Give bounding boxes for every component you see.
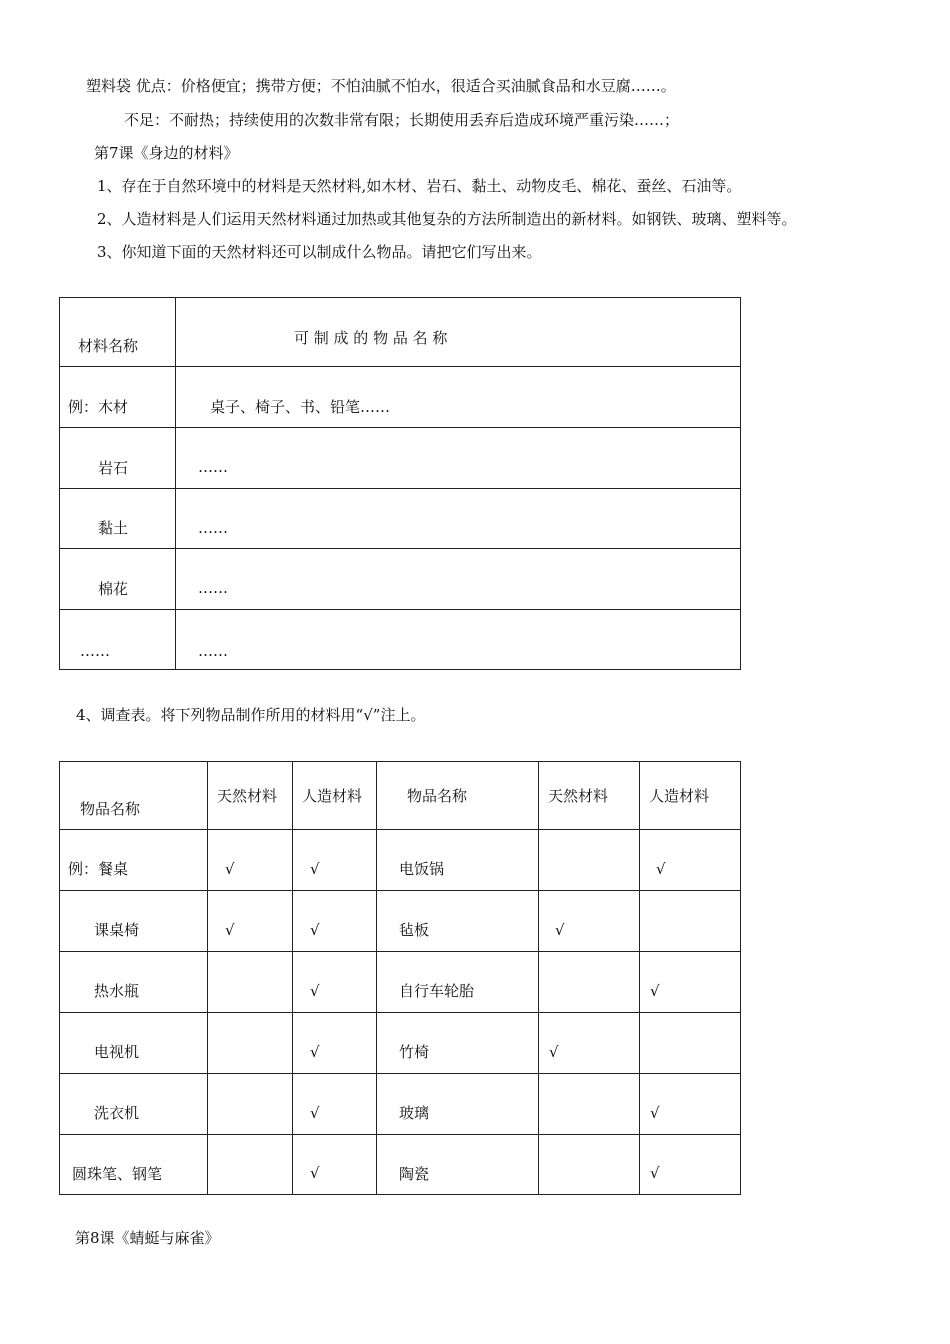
table1-header-items: 可 制 成 的 物 品 名 称 (176, 298, 741, 367)
table2-artificial-left-mark: √ (293, 1013, 377, 1074)
table2-artificial-right-mark: √ (640, 1135, 741, 1195)
table2-natural-left-mark (208, 1013, 293, 1074)
table2-header-natural-right: 天然材料 (539, 762, 640, 830)
table2-header-artificial-left: 人造材料 (293, 762, 377, 830)
table1-material-cell: 例：木材 (60, 367, 176, 428)
table-row (60, 1135, 741, 1195)
table-row (60, 1013, 741, 1074)
table1-items-cell: …… (176, 610, 741, 670)
table2-natural-left-mark (208, 1135, 293, 1195)
table-row (60, 549, 741, 610)
table2-artificial-right-mark: √ (640, 952, 741, 1013)
table1-items-cell: 桌子、椅子、书、铅笔…… (176, 367, 741, 428)
table2-item-left: 电视机 (60, 1013, 208, 1074)
table2-natural-right-mark (539, 952, 640, 1013)
table2-artificial-left-mark: √ (293, 952, 377, 1013)
table2-header-natural-left: 天然材料 (208, 762, 293, 830)
table1-material-cell: …… (60, 610, 176, 670)
table2-item-right: 玻璃 (377, 1074, 539, 1135)
table1-material-cell: 棉花 (60, 549, 176, 610)
table2-natural-left-mark (208, 1074, 293, 1135)
lesson-8-title: 第8课《蜻蜓与麻雀》 (75, 1229, 220, 1247)
table2-item-right: 电饭锅 (377, 830, 539, 891)
table2-artificial-left-mark: √ (293, 891, 377, 952)
table2-natural-right-mark (539, 1135, 640, 1195)
table2-artificial-left-mark: √ (293, 1135, 377, 1195)
table2-artificial-left-mark: √ (293, 1074, 377, 1135)
table2-artificial-right-mark: √ (640, 1074, 741, 1135)
table2-header-row (60, 762, 741, 830)
table-row (60, 489, 741, 549)
table-row (60, 428, 741, 489)
table-row (60, 367, 741, 428)
table2-artificial-right-mark (640, 891, 741, 952)
table2-item-left: 洗衣机 (60, 1074, 208, 1135)
table2-item-left: 热水瓶 (60, 952, 208, 1013)
item-3-question: 3、你知道下面的天然材料还可以制成什么物品。请把它们写出来。 (97, 243, 542, 261)
plastic-bag-advantages: 塑料袋 优点：价格便宜；携带方便；不怕油腻不怕水，很适合买油腻食品和水豆腐……。 (86, 77, 676, 95)
materials-products-table (59, 297, 741, 670)
table1-items-cell: …… (176, 489, 741, 549)
table2-item-right: 竹椅 (377, 1013, 539, 1074)
table2-item-right: 陶瓷 (377, 1135, 539, 1195)
lesson-7-title: 第7课《身边的材料》 (94, 144, 239, 162)
table-row (60, 830, 741, 891)
table2-natural-right-mark: √ (539, 1013, 640, 1074)
table2-header-name-left: 物品名称 (60, 762, 208, 830)
table2-artificial-right-mark (640, 1013, 741, 1074)
item-1-natural-materials: 1、存在于自然环境中的材料是天然材料,如木材、岩石、黏土、动物皮毛、棉花、蚕丝、石油等。 (97, 177, 742, 195)
item-2-artificial-materials: 2、人造材料是人们运用天然材料通过加热或其他复杂的方法所制造出的新材料。如钢铁、玻璃、塑料等。 (97, 210, 797, 228)
table2-item-left: 圆珠笔、钢笔 (60, 1135, 208, 1195)
table-row (60, 610, 741, 670)
table2-item-left: 例：餐桌 (60, 830, 208, 891)
table-row (60, 1074, 741, 1135)
table1-header-material: 材料名称 (60, 298, 176, 367)
material-survey-table (59, 761, 741, 1195)
table2-item-right: 毡板 (377, 891, 539, 952)
item-4-survey-instruction: 4、调查表。将下列物品制作所用的材料用“√”注上。 (76, 706, 426, 724)
table2-artificial-right-mark: √ (640, 830, 741, 891)
table2-item-right: 自行车轮胎 (377, 952, 539, 1013)
table2-natural-right-mark (539, 830, 640, 891)
table2-header-name-right: 物品名称 (377, 762, 539, 830)
table-row (60, 891, 741, 952)
table1-items-cell: …… (176, 428, 741, 489)
table2-natural-right-mark (539, 1074, 640, 1135)
table2-header-artificial-right: 人造材料 (640, 762, 741, 830)
table1-material-cell: 岩石 (60, 428, 176, 489)
table2-natural-right-mark: √ (539, 891, 640, 952)
table1-header-row (60, 298, 741, 367)
plastic-bag-disadvantages: 不足：不耐热；持续使用的次数非常有限；长期使用丢弃后造成环境严重污染……； (124, 111, 680, 129)
table1-items-cell: …… (176, 549, 741, 610)
table-row (60, 952, 741, 1013)
table1-material-cell: 黏土 (60, 489, 176, 549)
table2-item-left: 课桌椅 (60, 891, 208, 952)
table2-artificial-left-mark: √ (293, 830, 377, 891)
table2-natural-left-mark: √ (208, 891, 293, 952)
table2-natural-left-mark: √ (208, 830, 293, 891)
table2-natural-left-mark (208, 952, 293, 1013)
